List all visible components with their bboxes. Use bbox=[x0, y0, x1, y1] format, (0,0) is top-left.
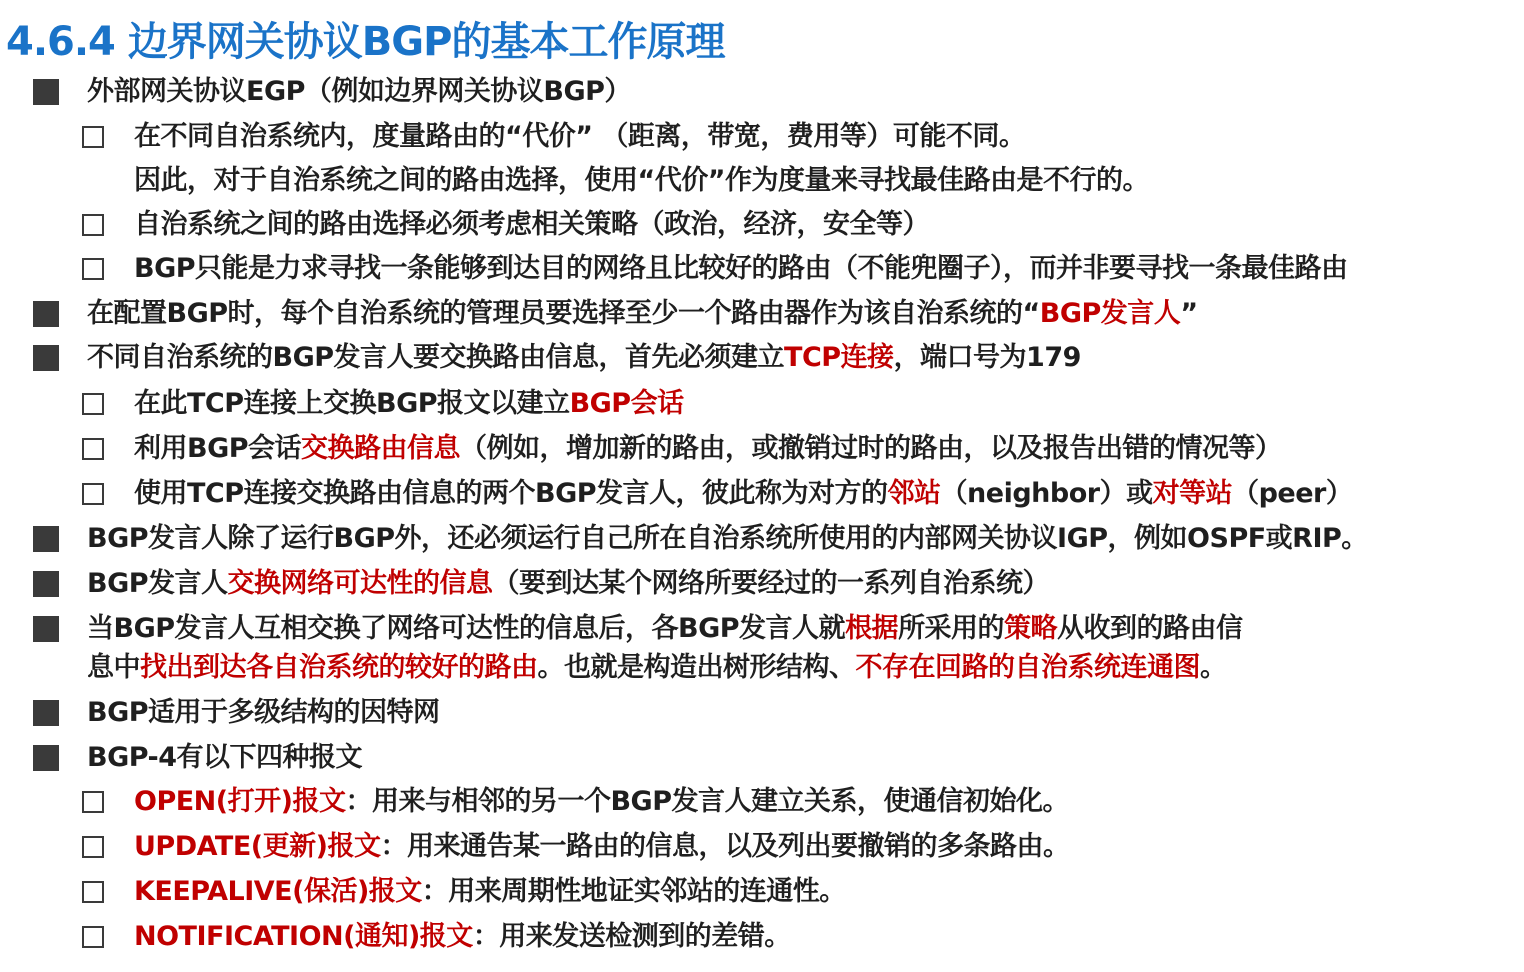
square-bullet-icon bbox=[33, 301, 59, 327]
page-title: 4.6.4 边界网关协议BGP的基本工作原理 bbox=[6, 19, 725, 65]
highlight-text: OPEN(打开)报文 bbox=[134, 786, 346, 817]
item-text: 息中 bbox=[87, 652, 140, 683]
item-text: ：用来发送检测到的差错。 bbox=[472, 921, 791, 952]
item-text: （peer） bbox=[1232, 478, 1353, 509]
highlight-text: 根据 bbox=[845, 613, 899, 644]
item-text: BGP适用于多级结构的因特网 bbox=[87, 697, 440, 728]
item-text: （要到达某个网络所要经过的一系列自治系统） bbox=[492, 568, 1050, 599]
highlight-text: 邻站 bbox=[887, 478, 941, 509]
highlight-text: 对等站 bbox=[1152, 478, 1233, 509]
item-text: 在不同自治系统内，度量路由的“代价” （距离，带宽，费用等）可能不同。 bbox=[134, 121, 1026, 152]
item-text: （neighbor）或 bbox=[940, 478, 1153, 509]
checkbox-bullet-icon bbox=[82, 393, 104, 415]
square-bullet-icon bbox=[33, 526, 59, 552]
checkbox-bullet-icon bbox=[82, 881, 104, 903]
item-text: ：用来与相邻的另一个BGP发言人建立关系，使通信初始化。 bbox=[345, 786, 1069, 817]
highlight-text: UPDATE(更新)报文 bbox=[134, 831, 381, 862]
item-text: 不同自治系统的BGP发言人要交换路由信息，首先必须建立 bbox=[87, 342, 785, 373]
square-bullet-icon bbox=[33, 571, 59, 597]
square-bullet-icon bbox=[33, 700, 59, 726]
sub-bullet-item bbox=[134, 163, 1149, 199]
item-text: BGP-4有以下四种报文 bbox=[87, 742, 363, 773]
bullet-item bbox=[87, 611, 1243, 647]
item-text: 使用TCP连接交换路由信息的两个BGP发言人，彼此称为对方的 bbox=[134, 478, 888, 509]
item-text: ” bbox=[1180, 298, 1198, 329]
item-text: 所采用的 bbox=[898, 613, 1005, 644]
sub-bullet-item bbox=[134, 874, 846, 910]
highlight-text: BGP发言人 bbox=[1039, 298, 1181, 329]
item-text: ：用来周期性地证实邻站的连通性。 bbox=[421, 876, 846, 907]
bullet-item bbox=[87, 340, 1081, 376]
item-text: 当BGP发言人互相交换了网络可达性的信息后，各BGP发言人就 bbox=[87, 613, 846, 644]
checkbox-bullet-icon bbox=[82, 791, 104, 813]
checkbox-bullet-icon bbox=[82, 483, 104, 505]
highlight-text: 交换网络可达性的信息 bbox=[227, 568, 493, 599]
highlight-text: BGP会话 bbox=[569, 388, 684, 419]
highlight-text: 策略 bbox=[1004, 613, 1058, 644]
sub-bullet-item bbox=[134, 119, 1025, 155]
checkbox-bullet-icon bbox=[82, 438, 104, 460]
item-text: 从收到的路由信 bbox=[1057, 613, 1243, 644]
item-text: BGP只能是力求寻找一条能够到达目的网络且比较好的路由（不能兜圈子），而并非要寻找一条最佳路由 bbox=[134, 253, 1348, 284]
sub-bullet-item bbox=[134, 829, 1069, 865]
item-text: 外部网关协议EGP（例如边界网关协议BGP） bbox=[87, 76, 631, 107]
sub-bullet-item bbox=[134, 784, 1069, 820]
highlight-text: KEEPALIVE(保活)报文 bbox=[134, 876, 422, 907]
sub-bullet-item bbox=[134, 251, 1348, 287]
highlight-text: NOTIFICATION(通知)报文 bbox=[134, 921, 473, 952]
item-text: BGP发言人 bbox=[87, 568, 228, 599]
checkbox-bullet-icon bbox=[82, 258, 104, 280]
sub-bullet-item bbox=[134, 207, 929, 243]
item-text: 。 bbox=[1200, 652, 1227, 683]
sub-bullet-item bbox=[134, 476, 1352, 512]
checkbox-bullet-icon bbox=[82, 836, 104, 858]
highlight-text: 交换路由信息 bbox=[301, 433, 461, 464]
bullet-item bbox=[87, 296, 1198, 332]
item-text: （例如，增加新的路由，或撤销过时的路由，以及报告出错的情况等） bbox=[460, 433, 1282, 464]
bullet-item bbox=[87, 566, 1049, 602]
bullet-item bbox=[87, 521, 1368, 557]
item-text: 在配置BGP时，每个自治系统的管理员要选择至少一个路由器作为该自治系统的“ bbox=[87, 298, 1040, 329]
square-bullet-icon bbox=[33, 345, 59, 371]
sub-bullet-item bbox=[134, 386, 684, 422]
highlight-text: 找出到达各自治系统的较好的路由 bbox=[140, 652, 538, 683]
bullet-item bbox=[87, 740, 362, 776]
item-text: ：用来通告某一路由的信息，以及列出要撤销的多条路由。 bbox=[380, 831, 1070, 862]
highlight-text: TCP连接 bbox=[784, 342, 894, 373]
square-bullet-icon bbox=[33, 745, 59, 771]
item-text: 利用BGP会话 bbox=[134, 433, 302, 464]
item-text: 在此TCP连接上交换BGP报文以建立 bbox=[134, 388, 570, 419]
item-text: BGP发言人除了运行BGP外，还必须运行自己所在自治系统所使用的内部网关协议IGP，例如OSPF或RIP。 bbox=[87, 523, 1368, 554]
bullet-item bbox=[87, 650, 1227, 686]
item-text: 。也就是构造出树形结构、 bbox=[537, 652, 856, 683]
checkbox-bullet-icon bbox=[82, 214, 104, 236]
sub-bullet-item bbox=[134, 431, 1282, 467]
bullet-item bbox=[87, 74, 631, 110]
item-text: 因此，对于自治系统之间的路由选择，使用“代价”作为度量来寻找最佳路由是不行的。 bbox=[134, 165, 1149, 196]
square-bullet-icon bbox=[33, 616, 59, 642]
checkbox-bullet-icon bbox=[82, 926, 104, 948]
square-bullet-icon bbox=[33, 79, 59, 105]
sub-bullet-item bbox=[134, 919, 791, 955]
item-text: 自治系统之间的路由选择必须考虑相关策略（政治，经济，安全等） bbox=[134, 209, 929, 240]
highlight-text: 不存在回路的自治系统连通图 bbox=[855, 652, 1200, 683]
item-text: ，端口号为179 bbox=[893, 342, 1081, 373]
bullet-item bbox=[87, 695, 440, 731]
checkbox-bullet-icon bbox=[82, 126, 104, 148]
